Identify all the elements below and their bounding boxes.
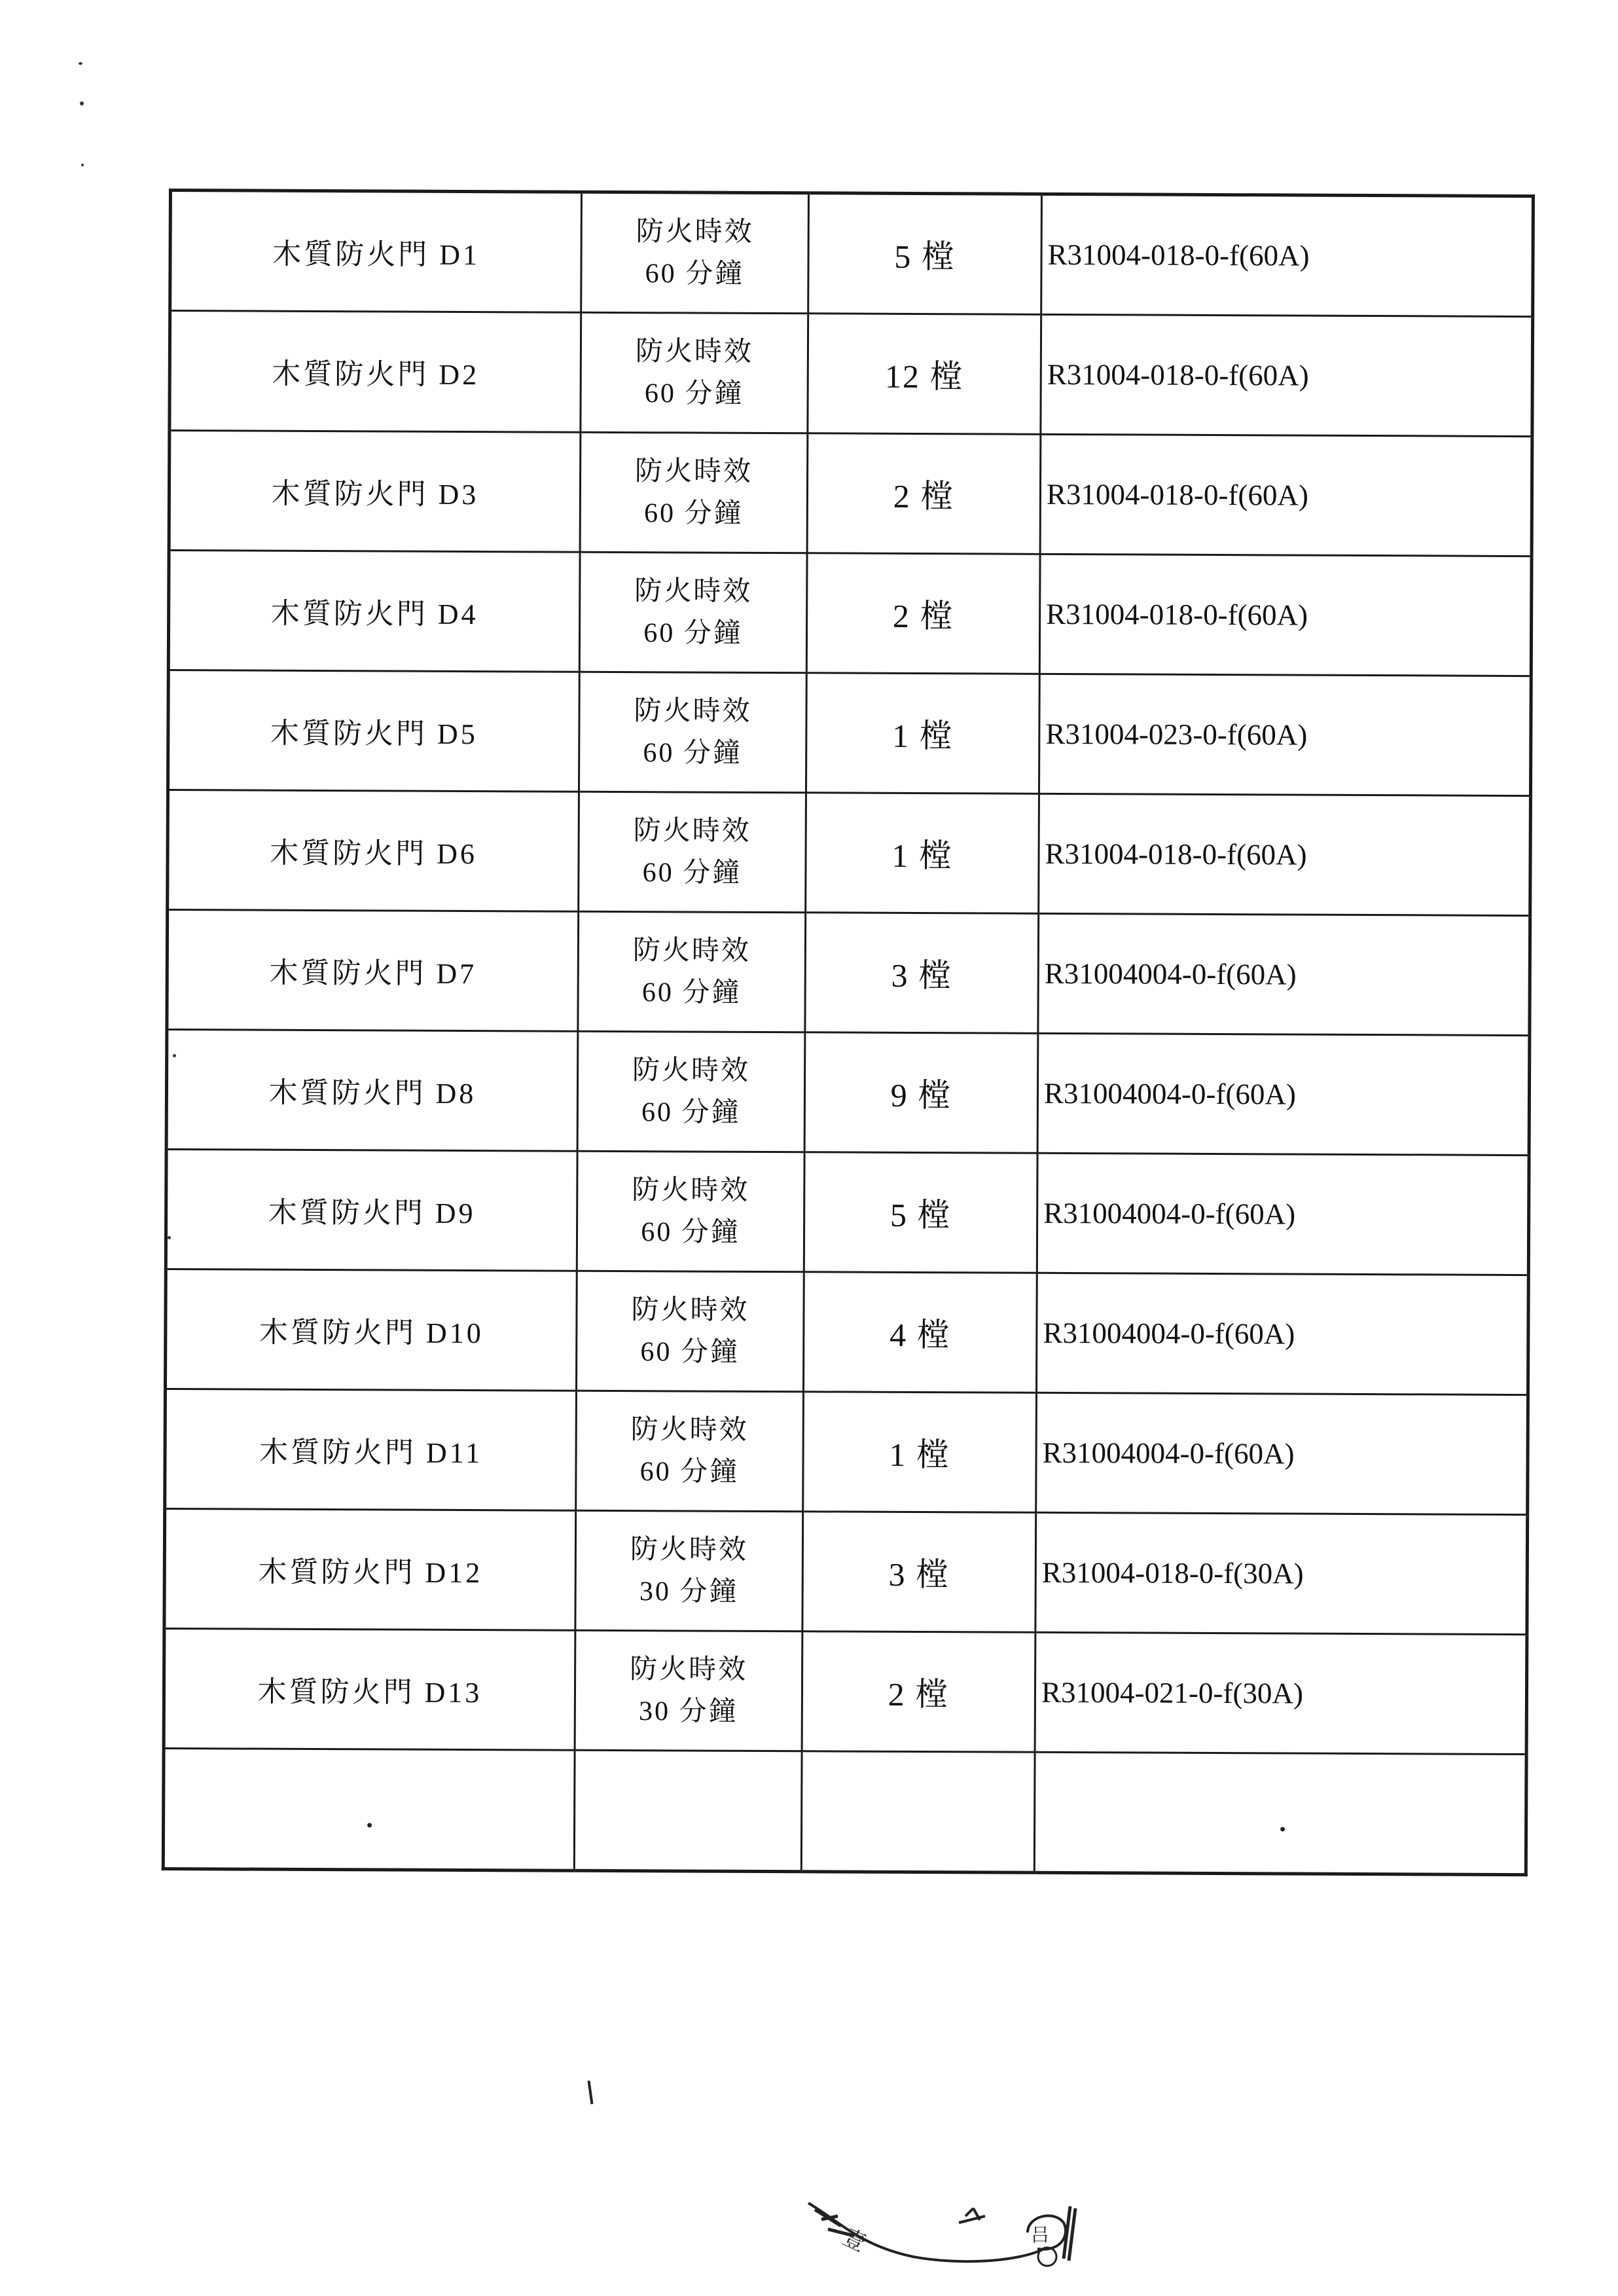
- fire-rating-label: 防火時效: [633, 816, 751, 847]
- door-name-cell: 木質防火門 D7: [167, 910, 579, 1032]
- fire-rating-duration: 60 分鐘: [644, 378, 744, 409]
- door-name-cell: 木質防火門 D9: [166, 1149, 577, 1271]
- scan-speck: [79, 62, 82, 65]
- certification-code-cell: R31004-018-0-f(60A): [1041, 314, 1533, 436]
- fire-door-table: [162, 189, 1535, 1876]
- scan-speck: [1280, 1827, 1285, 1831]
- fire-rating-cell: [578, 911, 806, 1032]
- fire-rating-cell: [579, 552, 807, 673]
- quantity-cell: [801, 1751, 1035, 1873]
- certification-code-cell: R31004-021-0-f(30A): [1035, 1632, 1527, 1754]
- quantity-cell: 1 樘: [803, 1392, 1037, 1513]
- fire-rating-label: 防火時效: [632, 1055, 751, 1086]
- quantity-cell: 3 樘: [805, 913, 1039, 1034]
- certification-code-cell: R31004-018-0-f(30A): [1035, 1512, 1528, 1634]
- fire-rating-cell: [579, 792, 806, 913]
- fire-rating-cell: [577, 1031, 805, 1152]
- seal-stamp: [802, 2196, 1090, 2269]
- quantity-cell: 2 樘: [802, 1631, 1035, 1753]
- scan-speck: [367, 1823, 372, 1827]
- certification-code-cell: R31004004-0-f(60A): [1037, 1153, 1529, 1275]
- fire-rating-cell: [581, 192, 809, 314]
- table-row: [168, 670, 1531, 796]
- quantity-cell: 1 樘: [806, 793, 1039, 914]
- table-row: [165, 1389, 1528, 1514]
- fire-rating-cell: [577, 1151, 804, 1272]
- quantity-cell: 4 樘: [803, 1272, 1037, 1393]
- scan-speck: [80, 101, 84, 105]
- table-body: [163, 191, 1533, 1875]
- certification-code-cell: R31004004-0-f(60A): [1036, 1273, 1528, 1394]
- fire-rating-cell: [575, 1630, 802, 1751]
- door-name-cell: 木質防火門 D8: [166, 1029, 578, 1151]
- table-row: [164, 1508, 1528, 1634]
- certification-code-cell: R31004004-0-f(60A): [1038, 913, 1530, 1035]
- fire-rating-duration: 60 分鐘: [643, 618, 743, 649]
- fire-rating-duration: 60 分鐘: [643, 738, 743, 769]
- fire-rating-cell: [580, 432, 808, 553]
- quantity-cell: 12 樘: [808, 314, 1041, 435]
- fire-rating-label: 防火時效: [630, 1535, 749, 1565]
- fire-rating-label: 防火時效: [632, 1175, 750, 1206]
- fire-rating-label: 防火時效: [631, 1295, 749, 1326]
- svg-text:壹: 壹: [838, 2223, 870, 2257]
- door-name-cell: 木質防火門 D13: [164, 1628, 575, 1750]
- fire-rating-label: 防火時效: [634, 576, 753, 607]
- quantity-cell: 5 樘: [808, 193, 1042, 315]
- certification-code-cell: [1034, 1752, 1526, 1874]
- svg-text:吕: 吕: [1031, 2224, 1050, 2246]
- fire-rating-label: 防火時效: [630, 1654, 748, 1685]
- certification-code-cell: R31004-018-0-f(60A): [1039, 554, 1532, 676]
- fire-rating-label: 防火時效: [635, 456, 753, 487]
- door-name-cell: 木質防火門 D11: [165, 1389, 577, 1510]
- fire-rating-cell: [576, 1391, 804, 1512]
- door-name-cell: 木質防火門 D2: [170, 311, 581, 433]
- table-row: [170, 311, 1533, 437]
- fire-rating-label: 防火時效: [632, 936, 751, 966]
- certification-code-cell: R31004-018-0-f(60A): [1040, 434, 1532, 556]
- pen-mark: [588, 2081, 594, 2104]
- quantity-cell: 5 樘: [804, 1152, 1037, 1273]
- certification-code-cell: R31004-023-0-f(60A): [1039, 674, 1531, 795]
- door-name-cell: 木質防火門 D3: [169, 431, 581, 553]
- fire-rating-cell: [574, 1750, 802, 1872]
- table-row: [166, 1029, 1530, 1155]
- fire-rating-duration: 60 分鐘: [645, 259, 745, 289]
- table-row: [166, 1149, 1529, 1275]
- fire-rating-duration: 60 分鐘: [639, 1457, 740, 1487]
- fire-rating-cell: [581, 312, 808, 433]
- fire-rating-label: 防火時效: [635, 337, 754, 367]
- certification-code-cell: R31004004-0-f(60A): [1036, 1393, 1528, 1514]
- quantity-cell: 1 樘: [806, 673, 1039, 794]
- fire-rating-duration: 60 分鐘: [641, 1097, 741, 1128]
- quantity-cell: 3 樘: [802, 1512, 1036, 1633]
- door-name-cell: 木質防火門 D5: [168, 670, 579, 792]
- fire-rating-duration: 60 分鐘: [641, 1217, 740, 1248]
- door-name-cell: 木質防火門 D10: [165, 1269, 577, 1391]
- certification-code-cell: R31004004-0-f(60A): [1037, 1033, 1530, 1155]
- quantity-cell: 9 樘: [804, 1032, 1038, 1154]
- table-row: [165, 1269, 1528, 1394]
- door-name-cell: 木質防火門 D1: [170, 191, 582, 313]
- table-row: [164, 1628, 1527, 1754]
- quantity-cell: 2 樘: [807, 433, 1041, 555]
- door-name-cell: [163, 1748, 575, 1870]
- fire-rating-cell: [575, 1510, 803, 1631]
- fire-rating-label: 防火時效: [630, 1415, 749, 1446]
- table-row: [168, 551, 1532, 676]
- fire-rating-label: 防火時效: [636, 217, 754, 247]
- fire-rating-duration: [575, 1810, 800, 1812]
- fire-rating-label: [575, 1810, 800, 1812]
- fire-rating-duration: 60 分鐘: [641, 977, 742, 1008]
- fire-rating-duration: 60 分鐘: [642, 858, 742, 888]
- door-name-cell: 木質防火門 D4: [168, 551, 580, 672]
- fire-rating-duration: 60 分鐘: [643, 498, 744, 529]
- table-row: [167, 910, 1530, 1036]
- fire-rating-cell: [576, 1271, 804, 1392]
- table-row: [163, 1748, 1526, 1874]
- fire-rating-label: 防火時效: [634, 696, 752, 727]
- fire-rating-duration: 30 分鐘: [639, 1576, 739, 1607]
- table-row: [169, 431, 1532, 556]
- door-name-cell: 木質防火門 D12: [164, 1508, 576, 1630]
- certification-code-cell: R31004-018-0-f(60A): [1039, 793, 1531, 915]
- scan-speck: [81, 164, 84, 166]
- quantity-cell: 2 樘: [806, 553, 1040, 674]
- fire-rating-cell: [579, 672, 806, 793]
- door-name-cell: 木質防火門 D6: [168, 790, 579, 912]
- table-row: [168, 790, 1531, 916]
- fire-rating-duration: 60 分鐘: [640, 1337, 740, 1368]
- table-row: [170, 191, 1534, 317]
- fire-rating-duration: 30 分鐘: [638, 1696, 738, 1727]
- certification-code-cell: R31004-018-0-f(60A): [1041, 194, 1534, 316]
